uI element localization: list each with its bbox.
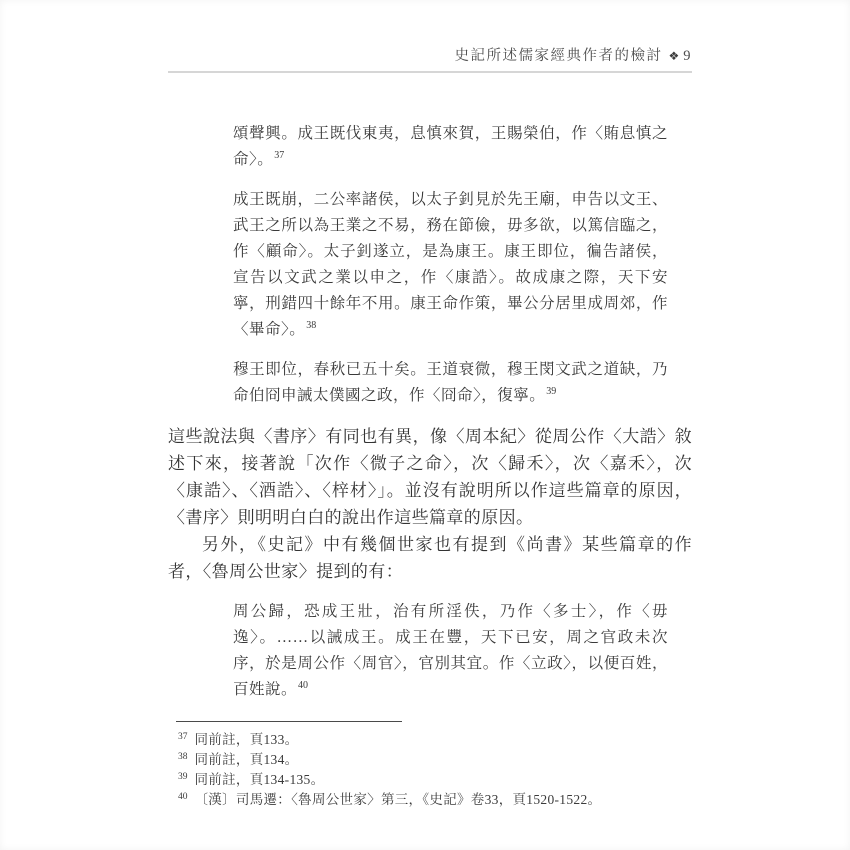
- quote-block-1: [233, 121, 668, 173]
- quote-text: 周公歸，恐成王壯，治有所淫佚，乃作〈多士〉，作〈毋逸〉。……以誡成王。成王在豐，天下已安，周之官政未次序，於是周公作〈周官〉，官別其宜。作〈立政〉，以便百姓，百姓說。: [233, 603, 668, 698]
- footnotes: [178, 730, 692, 810]
- quote-block-4: [233, 599, 668, 703]
- body-paragraph-1: [168, 423, 692, 531]
- page-number: 9: [683, 48, 692, 64]
- quote-text: 穆王即位，春秋已五十矣。王道衰微，穆王閔文武之道缺，乃命伯冏申誡太僕國之政，作〈冏命〉，復寧。: [233, 361, 668, 404]
- footnote-ref-38: 38: [306, 319, 317, 331]
- header-rule: [168, 71, 692, 73]
- body-paragraph-2: [168, 531, 692, 585]
- footnote-text: 〔漢〕司馬遷：〈魯周公世家〉第三，《史記》卷33，頁1520-1522。: [194, 792, 602, 807]
- footnote-ref-37: 37: [274, 149, 285, 161]
- quote-text: 成王既崩，二公率諸侯，以太子釗見於先王廟，申告以文王、武王之所以為王業之不易，務在節儉，毋多欲，以篤信臨之，作〈顧命〉。太子釗遂立，是為康王。康王即位，徧告諸侯，宣告以文武之業以申之，作〈康誥〉。故成康之際，天下安寧，刑錯四十餘年不用。康王命作策，畢公分居里成周郊，作〈畢命〉。: [233, 191, 668, 338]
- footnote-ref-40: 40: [298, 679, 309, 691]
- footnote-text: 同前註，頁134。: [194, 752, 299, 767]
- footnote-number: 39: [178, 771, 188, 782]
- quote-block-3: [233, 357, 668, 409]
- footnote-number: 38: [178, 751, 188, 762]
- running-head-title: 史記所述儒家經典作者的檢討: [454, 48, 663, 64]
- diamond-icon: ❖: [668, 49, 680, 63]
- paragraph-text: 另外，《史記》中有幾個世家也有提到《尚書》某些篇章的作者，〈魯周公世家〉提到的有：: [168, 535, 692, 581]
- footnote-38: [178, 750, 692, 770]
- footnote-39: [178, 770, 692, 790]
- footnote-ref-39: 39: [546, 385, 557, 397]
- footnote-text: 同前註，頁134-135。: [194, 772, 325, 787]
- text-column: [168, 46, 692, 810]
- footnote-40: [178, 790, 692, 810]
- footnote-number: 37: [178, 731, 188, 742]
- paragraph-text: 這些說法與〈書序〉有同也有異，像〈周本紀〉從周公作〈大誥〉敘述下來，接著說「次作〈微子之命〉，次〈歸禾〉，次〈嘉禾〉，次〈康誥〉、〈酒誥〉、〈梓材〉」。並沒有說明所以作這些篇章的原因，〈書序〉則明明白白的說出作這些篇章的原因。: [168, 427, 692, 527]
- quote-text: 頌聲興。成王既伐東夷，息慎來賀，王賜榮伯，作〈賄息慎之命〉。: [233, 125, 668, 168]
- footnote-37: [178, 730, 692, 750]
- quote-block-2: [233, 187, 668, 343]
- running-head: [168, 46, 692, 66]
- footnote-separator: [176, 721, 402, 722]
- footnote-text: 同前註，頁133。: [194, 732, 299, 747]
- footnote-number: 40: [178, 791, 188, 802]
